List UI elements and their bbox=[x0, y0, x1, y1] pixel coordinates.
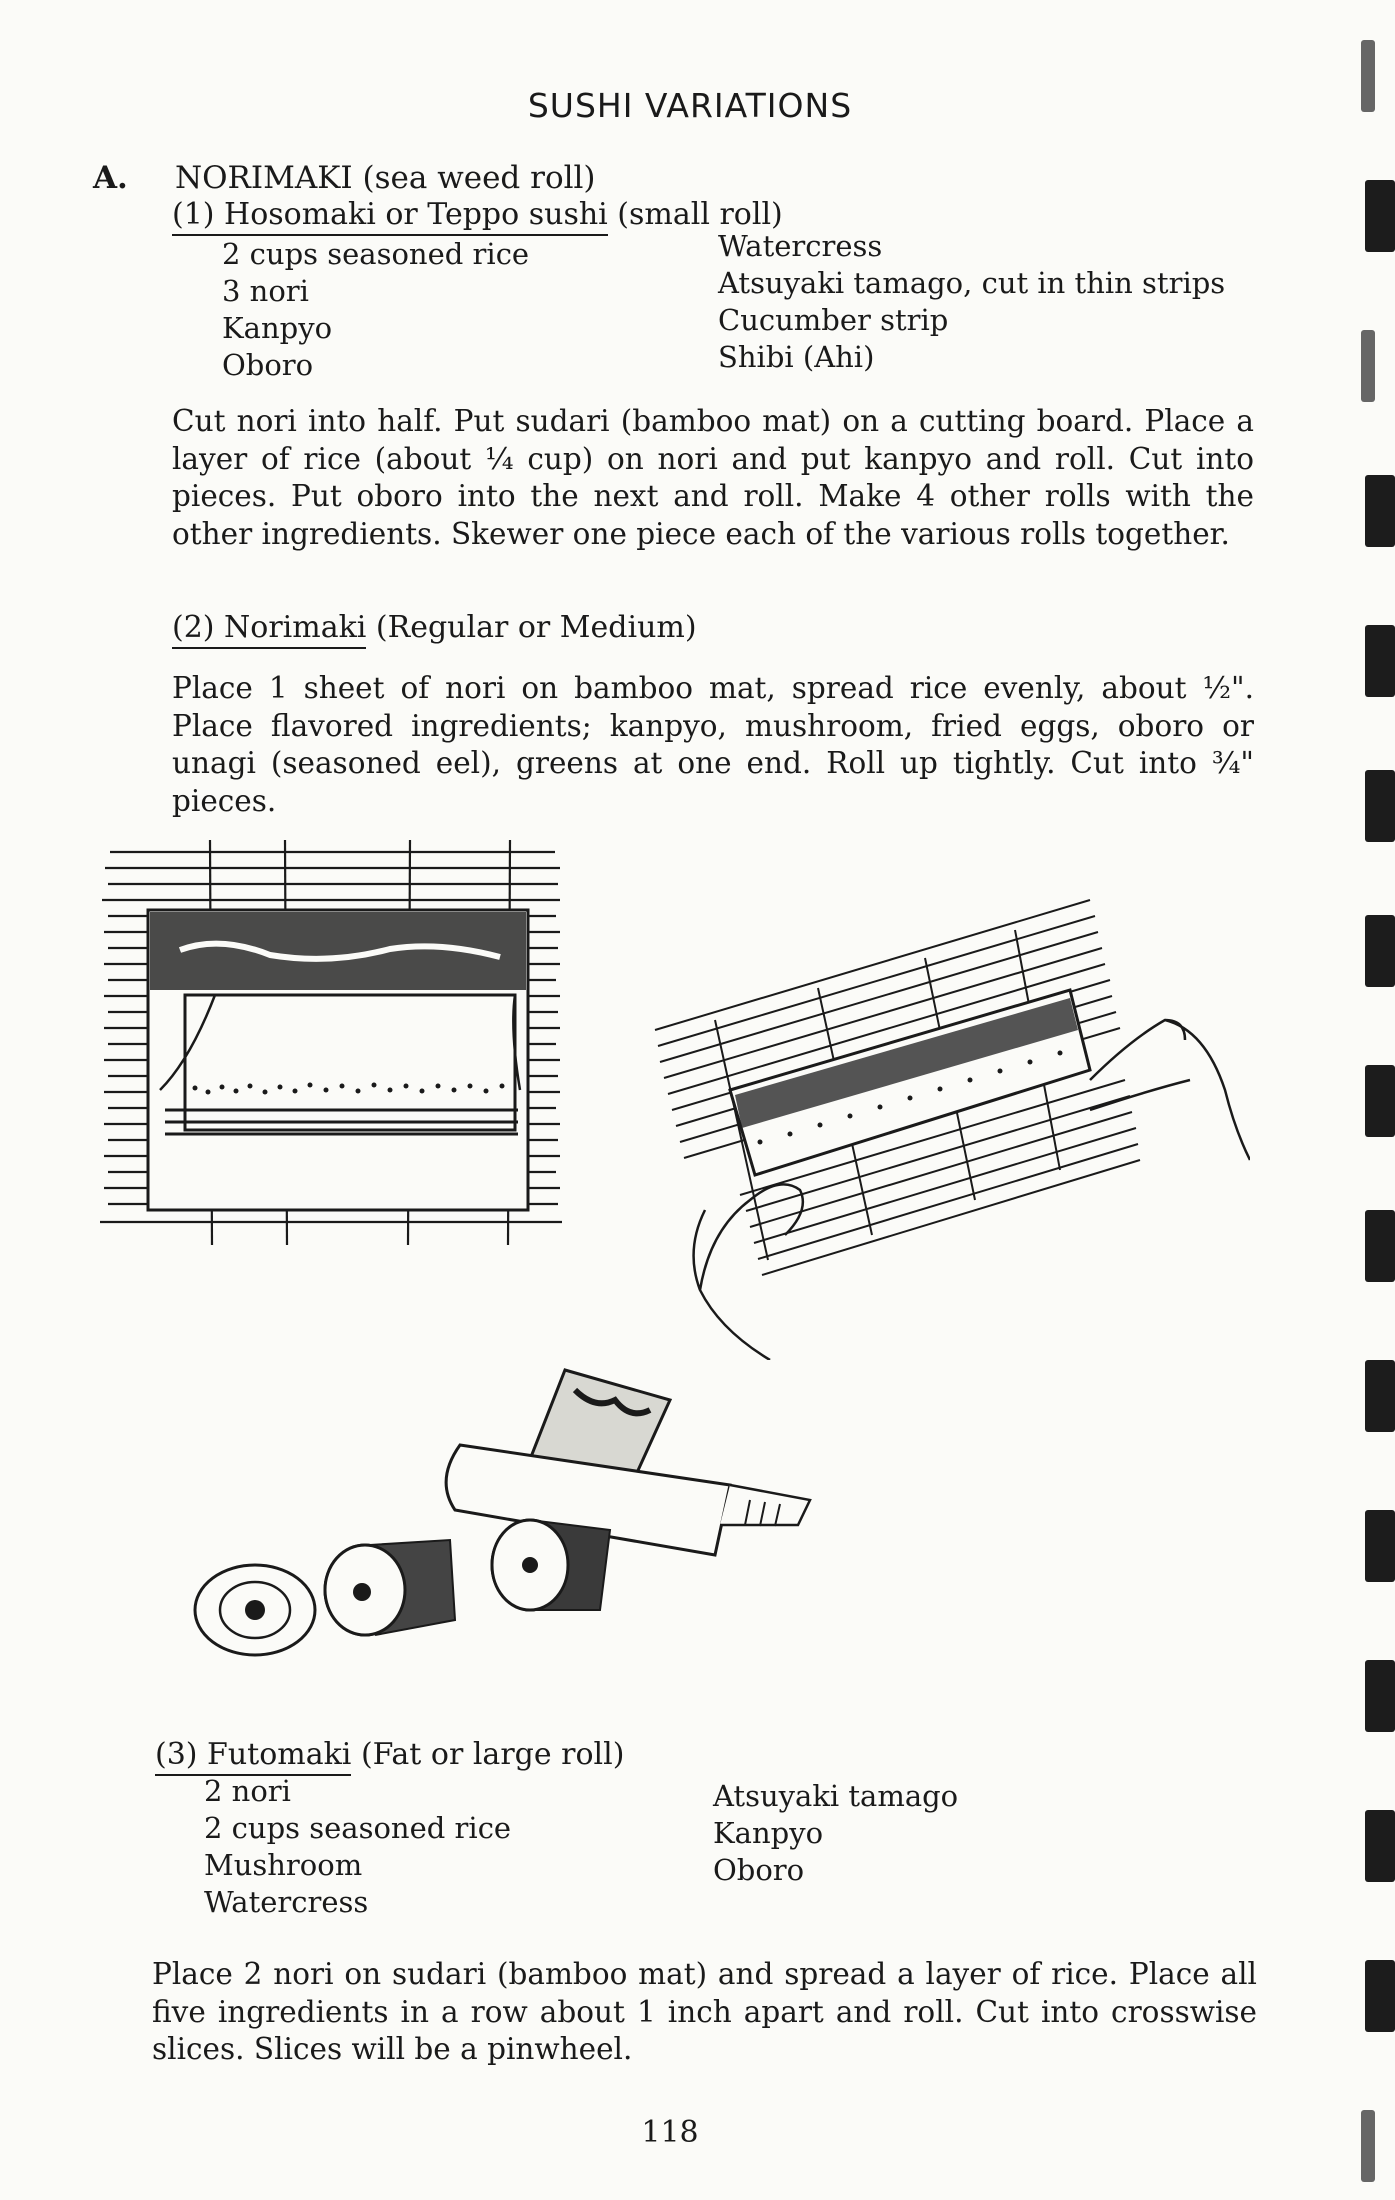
binding-hole bbox=[1361, 2110, 1375, 2182]
ingredient-item: Kanpyo bbox=[713, 1816, 824, 1850]
futomaki-title: (3) Futomaki bbox=[155, 1737, 351, 1776]
ingredient-item: Mushroom bbox=[204, 1848, 363, 1882]
binding-hole bbox=[1365, 475, 1395, 547]
binding-hole bbox=[1365, 1065, 1395, 1137]
binding-hole bbox=[1365, 625, 1395, 697]
binding-hole bbox=[1365, 1360, 1395, 1432]
binding-hole bbox=[1361, 330, 1375, 402]
futomaki-subtitle: (Fat or large roll) bbox=[351, 1737, 625, 1772]
futomaki-heading bbox=[155, 1737, 624, 1772]
norimaki-heading bbox=[172, 610, 697, 645]
rolling-mat-illustration bbox=[650, 880, 1250, 1360]
norimaki-instructions: Place 1 sheet of nori on bamboo mat, spread rice evenly, about ½". Place flavored ingredients; kanpyo, mushroom, fried eggs, oboro or unagi (seasoned eel), greens at one end. Roll up tightly. Cut into ¾" pieces. bbox=[172, 671, 1254, 818]
ingredient-item: Cucumber strip bbox=[718, 303, 949, 337]
ingredient-item: 2 cups seasoned rice bbox=[204, 1811, 512, 1845]
bamboo-mat-flat-illustration bbox=[90, 840, 570, 1260]
binding-hole bbox=[1365, 770, 1395, 842]
hosomaki-ingredients-left bbox=[222, 236, 529, 384]
hosomaki-subtitle: (small roll) bbox=[607, 197, 783, 232]
binding-hole bbox=[1365, 1510, 1395, 1582]
hosomaki-heading bbox=[172, 197, 783, 232]
ingredient-item: 2 nori bbox=[204, 1774, 291, 1808]
binding-hole bbox=[1365, 180, 1395, 252]
binding-hole bbox=[1361, 40, 1375, 112]
ingredient-item: Oboro bbox=[222, 348, 314, 382]
binding-hole bbox=[1365, 1210, 1395, 1282]
section-letter: A. bbox=[93, 160, 128, 196]
norimaki-title: (2) Norimaki bbox=[172, 610, 366, 649]
hosomaki-title: (1) Hosomaki or Teppo sushi bbox=[172, 197, 608, 236]
cutting-roll-illustration bbox=[190, 1360, 830, 1680]
binding-hole bbox=[1365, 1660, 1395, 1732]
hosomaki-ingredients-right bbox=[718, 228, 1225, 376]
hosomaki-instructions: Cut nori into half. Put sudari (bamboo mat) on a cutting board. Place a layer of rice (about ¼ cup) on nori and put kanpyo and roll. Cut into pieces. Put oboro into the next and roll. Make 4 other rolls with the other ingredients. Skewer one piece each of the various rolls together. bbox=[172, 404, 1254, 551]
ingredient-item: Watercress bbox=[204, 1885, 369, 1919]
futomaki-ingredients-right bbox=[713, 1778, 958, 1889]
binding-hole bbox=[1365, 915, 1395, 987]
ingredient-item: 3 nori bbox=[222, 274, 309, 308]
ingredient-item: Kanpyo bbox=[222, 311, 333, 345]
futomaki-ingredients-left bbox=[204, 1773, 511, 1921]
binding-hole bbox=[1365, 1810, 1395, 1882]
ingredient-item: Atsuyaki tamago bbox=[713, 1779, 959, 1813]
section-heading: NORIMAKI (sea weed roll) bbox=[175, 160, 596, 196]
binding-hole bbox=[1365, 1960, 1395, 2032]
ingredient-item: Watercress bbox=[718, 229, 883, 263]
norimaki-subtitle: (Regular or Medium) bbox=[366, 610, 697, 645]
futomaki-instructions: Place 2 nori on sudari (bamboo mat) and spread a layer of rice. Place all five ingredients in a row about 1 inch apart and roll. Cut into crosswise slices. Slices will be a pinwheel. bbox=[152, 1957, 1257, 2066]
ingredient-item: Atsuyaki tamago, cut in thin strips bbox=[718, 266, 1226, 300]
page-title: SUSHI VARIATIONS bbox=[527, 86, 853, 125]
ingredient-item: 2 cups seasoned rice bbox=[222, 237, 530, 271]
ingredient-item: Shibi (Ahi) bbox=[718, 340, 875, 374]
ingredient-item: Oboro bbox=[713, 1853, 805, 1887]
page-number: 118 bbox=[641, 2115, 699, 2150]
